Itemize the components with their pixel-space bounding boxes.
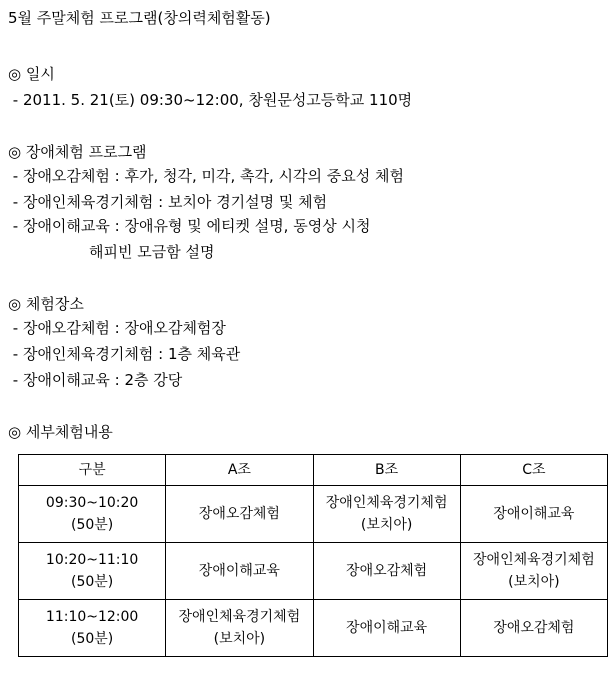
group-c-cell <box>460 486 607 543</box>
section-heading-details: ◎ 세부체험내용 <box>8 423 113 441</box>
section-heading-location: ◎ 체험장소 <box>8 295 84 313</box>
time-cell <box>19 543 166 600</box>
activity-text: 장애이해교육 <box>346 620 428 636</box>
activity-text: 장애인체육경기체험 <box>178 609 301 625</box>
activity-text: 장애이해교육 <box>493 506 575 522</box>
document-title: 5월 주말체험 프로그램(창의력체험활동) <box>8 9 271 27</box>
activity-sub: (보치아) <box>213 631 266 647</box>
activity-sub: (보치아) <box>508 574 560 590</box>
time-cell <box>19 486 166 543</box>
program-line: - 장애이해교육 : 장애유형 및 에티켓 설명, 동영상 시청 <box>8 217 371 235</box>
location-line: - 장애이해교육 : 2층 강당 <box>8 371 183 389</box>
schedule-line: - 2011. 5. 21(토) 09:30~12:00, 창원문성고등학교 110명 <box>8 91 413 109</box>
section-heading-schedule: ◎ 일시 <box>8 65 55 83</box>
duration-text: (50분) <box>70 631 114 647</box>
header-cell: A조 <box>166 455 313 486</box>
activity-text: 장애오감체험 <box>198 506 280 522</box>
activity-text: 장애인체육경기체험 <box>325 495 448 511</box>
table-row <box>19 543 608 600</box>
time-cell <box>19 600 166 657</box>
header-cell: B조 <box>313 455 460 486</box>
group-b-cell <box>313 486 460 543</box>
group-b-cell <box>313 543 460 600</box>
section-heading-program: ◎ 장애체험 프로그램 <box>8 143 147 161</box>
program-line: - 장애인체육경기체험 : 보치아 경기설명 및 체험 <box>8 193 328 211</box>
table-header-row <box>19 455 608 486</box>
header-cell: 구분 <box>19 455 166 486</box>
group-b-cell <box>313 600 460 657</box>
activity-sub: (보치아) <box>360 517 413 533</box>
table-row <box>19 486 608 543</box>
time-text: 10:20~11:10 <box>45 552 139 568</box>
activity-text: 장애인체육경기체험 <box>473 552 595 568</box>
activity-text: 장애오감체험 <box>346 563 428 579</box>
location-line: - 장애오감체험 : 장애오감체험장 <box>8 319 226 337</box>
location-line: - 장애인체육경기체험 : 1층 체육관 <box>8 345 241 363</box>
header-cell: C조 <box>460 455 607 486</box>
group-a-cell <box>166 600 313 657</box>
table-row <box>19 600 608 657</box>
duration-text: (50분) <box>70 517 114 533</box>
activity-text: 장애이해교육 <box>198 563 280 579</box>
time-text: 11:10~12:00 <box>45 609 139 625</box>
group-a-cell <box>166 543 313 600</box>
schedule-table <box>18 454 608 657</box>
time-text: 09:30~10:20 <box>45 495 139 511</box>
program-line: 해피빈 모금함 설명 <box>8 243 215 261</box>
group-a-cell <box>166 486 313 543</box>
duration-text: (50분) <box>70 574 114 590</box>
group-c-cell <box>460 600 607 657</box>
group-c-cell <box>460 543 607 600</box>
program-line: - 장애오감체험 : 후가, 청각, 미각, 촉각, 시각의 중요성 체험 <box>8 167 405 185</box>
activity-text: 장애오감체험 <box>493 620 575 636</box>
